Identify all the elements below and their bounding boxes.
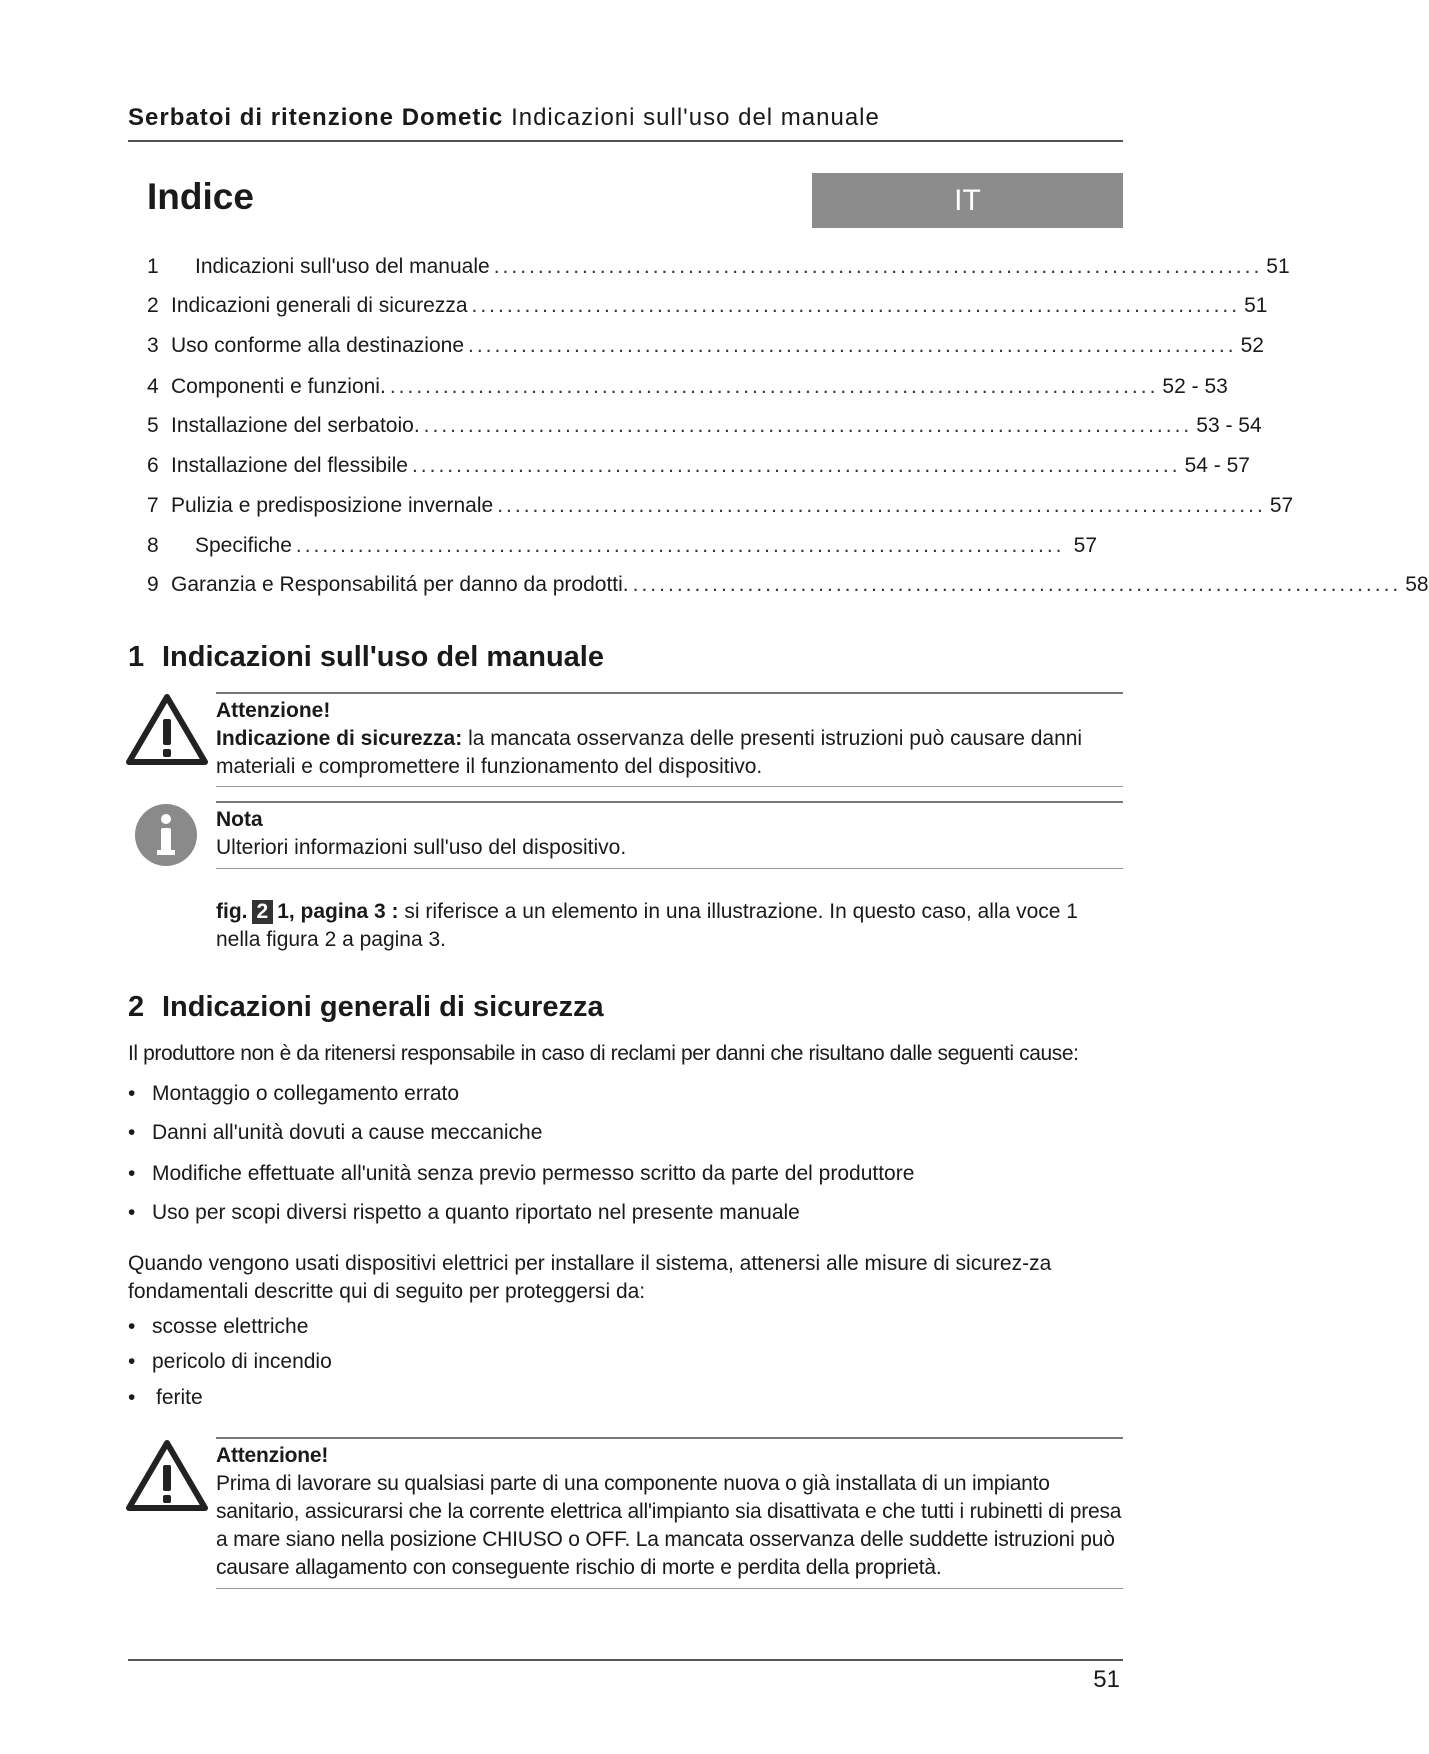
toc-leader-dots: .......................................................................................	[468, 334, 1237, 357]
toc-item-page: 52 - 53	[1162, 375, 1228, 398]
toc-item-label: Componenti e funzioni.	[171, 375, 386, 398]
toc-title: Indice	[147, 176, 254, 217]
toc-item-number: 7	[147, 494, 159, 517]
section-title: Indicazioni generali di sicurezza	[162, 991, 604, 1023]
list-item	[128, 1080, 459, 1108]
warning-heading: Attenzione!	[216, 1444, 329, 1467]
toc-leader-dots: .......................................................................................	[411, 454, 1181, 477]
toc-leader-dots: .......................................................................................	[423, 414, 1193, 437]
toc-item-label: Indicazioni sull'uso del manuale	[195, 255, 490, 278]
section-number: 2	[128, 991, 145, 1023]
list-item-text: pericolo di incendio	[152, 1350, 332, 1373]
note-heading: Nota	[216, 808, 263, 831]
bullet-icon: •	[128, 1386, 136, 1409]
toc-item-7[interactable]	[147, 491, 1294, 521]
list-item-text: Danni all'unità dovuti a cause meccaniche	[152, 1121, 543, 1144]
toc-leader-dots: .......................................................................................	[295, 534, 1065, 557]
warning-text: Prima di lavorare su qualsiasi parte di una componente nuova o già installata di un impianto sanitario, assicurarsi che la corrente elettrica all'impianto sia disattivata e che tutti i rubinetti di presa a mare siano nella posizione CHIUSO o OFF. La mancata osservanza delle suddette istruzioni può causare allagamento con conseguente rischio di morte e perdita della proprietà.	[216, 1472, 1122, 1579]
toc-item-1[interactable]	[147, 252, 1290, 282]
list-item	[128, 1313, 308, 1341]
toc-item-page: 58	[1405, 573, 1429, 596]
footer-rule	[128, 1659, 1123, 1661]
figure-reference-explanation	[216, 898, 1116, 954]
fig-ref-bold: 1, pagina 3 :	[277, 900, 399, 923]
toc-item-8[interactable]	[147, 531, 1097, 561]
fig-prefix: fig.	[216, 900, 248, 923]
toc-item-label: Installazione del serbatoio.	[171, 414, 420, 437]
warning-box-bottom-rule	[216, 1588, 1123, 1589]
toc-leader-dots: .......................................................................................	[471, 294, 1241, 317]
warning-box-2	[216, 1442, 1126, 1582]
toc-item-page: 51	[1244, 294, 1268, 317]
toc-leader-dots: .......................................................................................	[497, 494, 1266, 517]
liability-intro: Il produttore non è da ritenersi responsabile in caso di reclami per danni che risultano dalle seguenti cause:	[128, 1042, 1079, 1065]
toc-item-page: 57	[1073, 534, 1097, 557]
toc-item-page: 51	[1266, 255, 1290, 278]
toc-item-number: 4	[147, 375, 159, 398]
toc-item-label: Pulizia e predisposizione invernale	[171, 494, 494, 517]
toc-item-number: 9	[147, 573, 159, 596]
list-item-text: Uso per scopi diversi rispetto a quanto riportato nel presente manuale	[152, 1201, 800, 1224]
toc-item-page: 54 - 57	[1184, 454, 1250, 477]
toc-item-page: 53 - 54	[1196, 414, 1262, 437]
toc-item-number: 6	[147, 454, 159, 477]
list-item-text: scosse elettriche	[152, 1315, 309, 1338]
info-icon	[133, 802, 199, 868]
toc-item-label: Indicazioni generali di sicurezza	[171, 294, 468, 317]
toc-item-3[interactable]	[147, 331, 1264, 361]
toc-item-9[interactable]	[147, 570, 1429, 600]
warning-heading: Attenzione!	[216, 699, 331, 722]
note-text: Ulteriori informazioni sull'uso del dispositivo.	[216, 836, 627, 859]
list-item	[128, 1160, 914, 1188]
language-tab: IT	[812, 173, 1123, 228]
list-item-text: Montaggio o collegamento errato	[152, 1082, 460, 1105]
bullet-icon: •	[128, 1162, 136, 1185]
bullet-icon: •	[128, 1121, 136, 1144]
toc-item-5[interactable]	[147, 411, 1262, 441]
toc-item-page: 57	[1269, 494, 1294, 517]
toc-leader-dots: .......................................................................................	[632, 573, 1402, 596]
warning-box-1	[216, 697, 1126, 781]
section-title: Indicazioni sull'uso del manuale	[162, 641, 604, 673]
toc-item-number: 1	[147, 255, 159, 278]
toc-item-label: Installazione del flessibile	[171, 454, 408, 477]
list-item	[128, 1199, 800, 1227]
toc-item-number: 5	[147, 414, 159, 437]
toc-item-number: 2	[147, 294, 159, 317]
running-header-title: Serbatoi di ritenzione Dometic	[128, 104, 504, 131]
list-item-text: ferite	[156, 1386, 203, 1409]
toc-item-number: 3	[147, 334, 159, 357]
bullet-icon: •	[128, 1082, 136, 1105]
warning-lead: Indicazione di sicurezza:	[216, 727, 463, 750]
figure-number-badge: 2	[252, 900, 274, 924]
bullet-icon: •	[128, 1315, 136, 1338]
toc-item-6[interactable]	[147, 451, 1250, 481]
toc-item-4[interactable]	[147, 372, 1228, 402]
warning-triangle-icon	[126, 694, 208, 766]
toc-item-page: 52	[1240, 334, 1264, 357]
toc-leader-dots: .......................................................................................	[493, 255, 1263, 278]
note-box-bottom-rule	[216, 868, 1123, 869]
list-item	[128, 1384, 203, 1412]
toc-item-label: Garanzia e Responsabilitá per danno da prodotti.	[171, 573, 629, 596]
toc-leader-dots: .......................................................................................	[389, 375, 1159, 398]
warning-body	[216, 725, 1126, 781]
running-header-subtitle: Indicazioni sull'uso del manuale	[511, 104, 880, 131]
header-rule	[128, 140, 1123, 142]
toc-item-number: 8	[147, 534, 159, 557]
toc-item-2[interactable]	[147, 291, 1268, 321]
toc-item-label: Uso conforme alla destinazione	[171, 334, 464, 357]
fig-ref-text: si riferisce a un elemento in una illustrazione. In questo caso, alla voce 1 nella figura 2 a pagina 3.	[216, 900, 1078, 951]
section-1-heading	[128, 641, 604, 674]
list-item-text: Modifiche effettuate all'unità senza previo permesso scritto da parte del produttore	[152, 1162, 915, 1185]
section-2-heading	[128, 991, 604, 1024]
warning-text: la mancata osservanza delle presenti istruzioni può causare danni materiali e compromettere il funzionamento del dispositivo.	[216, 727, 1083, 778]
warning-box-bottom-rule	[216, 786, 1123, 787]
list-item	[128, 1348, 332, 1376]
toc-item-label: Specifiche	[195, 534, 292, 557]
warning-box-top-rule	[216, 1437, 1123, 1439]
list-item	[128, 1119, 542, 1147]
note-box-top-rule	[216, 801, 1123, 803]
section-number: 1	[128, 641, 145, 673]
running-header	[128, 104, 880, 132]
electrical-safety-intro: Quando vengono usati dispositivi elettrici per installare il sistema, attenersi alle misure di sicurez-za fondamentali descritte qui di seguito per proteggersi da:	[128, 1252, 1052, 1303]
warning-triangle-icon	[126, 1440, 208, 1512]
note-box	[216, 806, 1126, 862]
bullet-icon: •	[128, 1201, 136, 1224]
warning-box-top-rule	[216, 692, 1123, 694]
bullet-icon: •	[128, 1350, 136, 1373]
page-number: 51	[1093, 1666, 1120, 1693]
